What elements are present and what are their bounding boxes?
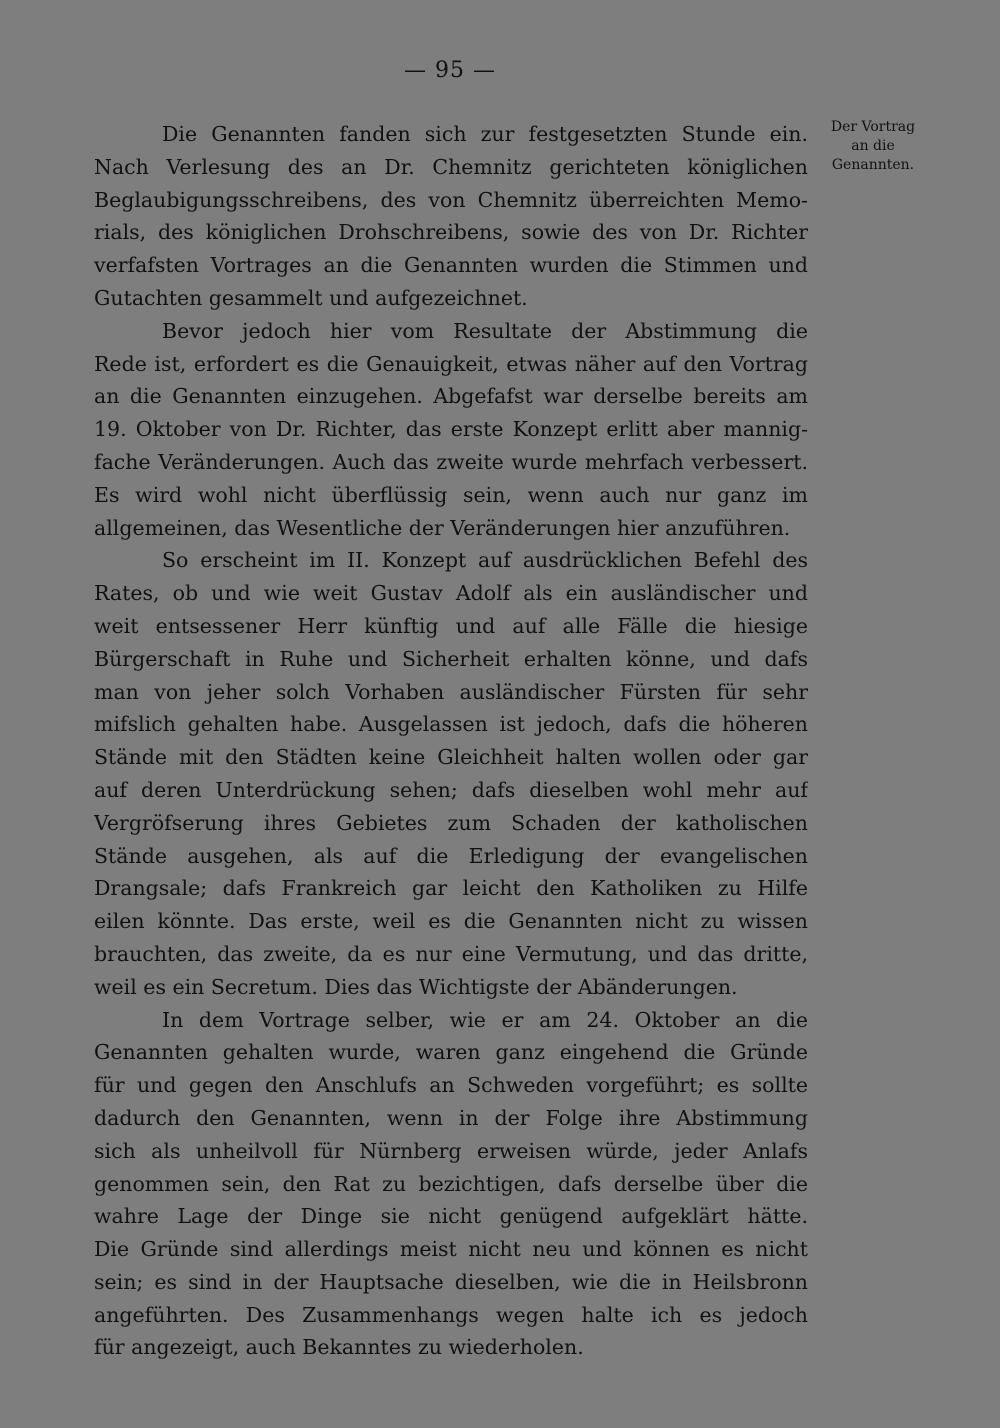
page-number: — 95 — <box>404 58 496 83</box>
text-line: rials, des königlichen Drohschreibens, sowie des von Dr. Richter <box>94 220 808 245</box>
margin-note-line: Genannten. <box>831 157 915 173</box>
text-line: verfafsten Vortrages an die Genannten wurden die Stimmen und <box>94 253 808 278</box>
text-line: sein; es sind in der Hauptsache dieselben, wie die in Heilsbronn <box>94 1269 808 1294</box>
text-line: So erscheint im II. Konzept auf ausdrücklichen Befehl des <box>162 548 808 573</box>
margin-note-line: an die <box>851 138 895 154</box>
text-line: weit entsessener Herr künftig und auf alle Fälle die hiesige <box>94 613 808 638</box>
text-line: Die Genannten fanden sich zur festgesetzten Stunde ein. <box>162 122 808 146</box>
text-line: angeführten. Des Zusammenhangs wegen halte ich es jedoch <box>94 1302 808 1327</box>
text-line: fache Veränderungen. Auch das zweite wurde mehrfach verbessert. <box>94 449 808 474</box>
text-line: allgemeinen, das Wesentliche der Veränderungen hier anzuführen. <box>94 515 791 540</box>
text-line: für und gegen den Anschlufs an Schweden vorgeführt; es sollte <box>94 1073 808 1098</box>
text-line: brauchten, das zweite, da es nur eine Vermutung, und das dritte, <box>94 941 808 966</box>
margin-note-line: Der Vortrag <box>830 119 916 135</box>
text-line: eilen könnte. Das erste, weil es die Genannten nicht zu wissen <box>94 909 808 934</box>
text-line: Beglaubigungsschreibens, des von Chemnitz überreichten Memo- <box>94 187 808 212</box>
text-line: sich als unheilvoll für Nürnberg erweisen würde, jeder Anlafs <box>94 1138 808 1163</box>
text-line: genommen sein, den Rat zu bezichtigen, dafs derselbe über die <box>94 1171 808 1196</box>
text-line: Bevor jedoch hier vom Resultate der Abstimmung die <box>162 318 808 343</box>
text-line: man von jeher solch Vorhaben ausländischer Fürsten für sehr <box>94 679 808 704</box>
margin-note <box>818 118 928 175</box>
text-line: Stände ausgehen, als auf die Erledigung der evangelischen <box>94 843 808 868</box>
text-line: an die Genannten einzugehen. Abgefafst war derselbe bereits am <box>94 384 808 409</box>
text-line: auf deren Unterdrückung sehen; dafs dieselben wohl mehr auf <box>94 777 808 802</box>
text-line: weil es ein Secretum. Dies das Wichtigste der Abänderungen. <box>94 974 738 999</box>
body-text <box>94 118 808 1364</box>
text-line: 19. Oktober von Dr. Richter, das erste Konzept erlitt aber mannig- <box>94 417 808 442</box>
text-line: Drangsale; dafs Frankreich gar leicht den Katholiken zu Hilfe <box>94 876 808 901</box>
text-line: Vergröfserung ihres Gebietes zum Schaden der katholischen <box>94 810 808 835</box>
text-line: Gutachten gesammelt und aufgezeichnet. <box>94 285 528 310</box>
text-line: dadurch den Genannten, wenn in der Folge ihre Abstimmung <box>94 1105 808 1130</box>
text-line: wahre Lage der Dinge sie nicht genügend aufgeklärt hätte. <box>94 1204 808 1229</box>
text-line: Rede ist, erfordert es die Genauigkeit, etwas näher auf den Vortrag <box>94 351 808 376</box>
text-line: Genannten gehalten wurde, waren ganz eingehend die Gründe <box>94 1040 808 1065</box>
text-line: für angezeigt, auch Bekanntes zu wiederholen. <box>94 1335 584 1360</box>
text-line: mifslich gehalten habe. Ausgelassen ist jedoch, dafs die höheren <box>94 712 808 737</box>
text-line: Die Gründe sind allerdings meist nicht neu und können es nicht <box>94 1237 808 1262</box>
text-line: Stände mit den Städten keine Gleichheit halten wollen oder gar <box>94 745 808 770</box>
text-line: Rates, ob und wie weit Gustav Adolf als ein ausländischer und <box>94 581 808 606</box>
text-line: Nach Verlesung des an Dr. Chemnitz gerichteten königlichen <box>94 154 808 179</box>
text-line: In dem Vortrage selber, wie er am 24. Oktober an die <box>162 1007 808 1032</box>
text-line: Bürgerschaft in Ruhe und Sicherheit erhalten könne, und dafs <box>94 646 808 671</box>
text-line: Es wird wohl nicht überflüssig sein, wenn auch nur ganz im <box>94 482 808 507</box>
